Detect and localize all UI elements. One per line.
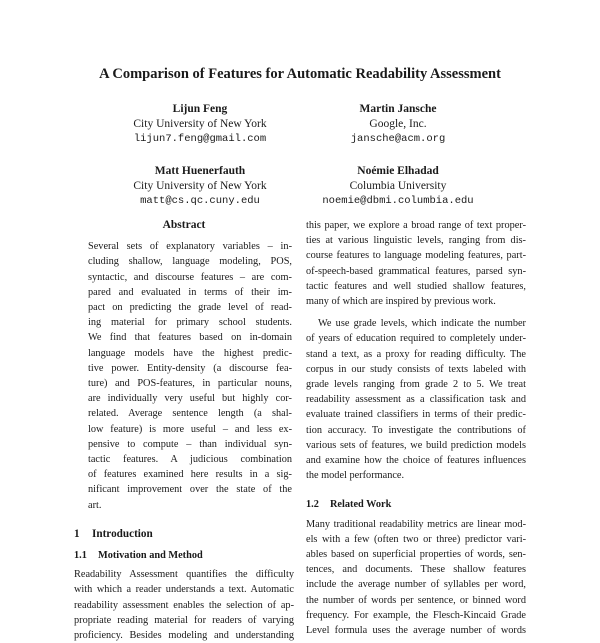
body-line: readability assessment as a classification task and	[306, 394, 526, 406]
section-number: 1	[74, 527, 80, 540]
paper-title: A Comparison of Features for Automatic Readability Assessment	[99, 66, 501, 82]
body-line: tion accuracy. To investigate the contributions of	[306, 424, 526, 436]
subsection-heading	[306, 497, 526, 512]
body-line: include the average number of syllables per word,	[306, 579, 526, 591]
subsection-title: Motivation and Method	[98, 550, 203, 562]
body-line: tences, and documents. These shallow features	[306, 564, 526, 576]
body-line: stand a text, as a proxy for reading difficulty. The	[306, 348, 526, 360]
body-line: Readability Assessment quantifies the difficulty	[74, 569, 294, 581]
body-line: We use grade levels, which indicate the number	[318, 318, 526, 330]
left-column	[74, 218, 294, 643]
subsection-number: 1.1	[74, 550, 87, 562]
abstract-line: cluding shallow, language modeling, POS,	[88, 256, 292, 268]
abstract-line: pensive to compute – than individual syn-	[88, 438, 292, 450]
author-affiliation: City University of New York	[133, 180, 267, 192]
author-email: matt@cs.qc.cuny.edu	[140, 195, 260, 207]
author-name: Matt Huenerfauth	[154, 165, 246, 177]
body-line: tactic features and well studied shallow features,	[306, 280, 526, 292]
abstract-line: We find that features based on in-domain	[88, 332, 292, 344]
abstract-line: art.	[88, 499, 102, 511]
abstract-line: related. Average sentence length (a shal-	[88, 408, 292, 420]
body-line: Many traditional readability metrics are linear mod-	[306, 518, 526, 530]
subsection-title: Related Work	[330, 499, 392, 511]
right-column	[306, 218, 526, 638]
body-line: evaluate trained classifiers in terms of their predic-	[306, 409, 526, 421]
body-line: of-speech-based grammatical features, parsed syn-	[306, 265, 526, 277]
body-line: various sets of features, we build prediction models	[306, 439, 526, 451]
body-line: this paper, we explore a broad range of text proper-	[306, 220, 526, 231]
related-work-body	[306, 517, 526, 639]
body-line: with which a reader understands a text. Automatic	[74, 584, 294, 596]
author-affiliation: Columbia University	[349, 180, 447, 192]
body-line: corpus in our study consists of texts labeled with	[306, 363, 526, 375]
subsection-number: 1.2	[306, 499, 319, 511]
section-heading	[74, 527, 294, 542]
body-line: of years of education required to completely under-	[306, 333, 526, 345]
author-email: jansche@acm.org	[350, 133, 446, 145]
body-line: proficiency. Besides modeling and understanding	[74, 630, 294, 642]
abstract-heading: Abstract	[162, 219, 206, 231]
abstract-line: tactic features. A judicious combination	[88, 454, 292, 466]
author-email: noemie@dbmi.columbia.edu	[322, 195, 474, 207]
author-affiliation: City University of New York	[133, 118, 267, 130]
body-line: els with a few (often two or three) predictor vari-	[306, 533, 526, 545]
abstract-line: language models have the highest predic-	[88, 347, 292, 359]
abstract-line: pared and evaluated in terms of their im-	[88, 286, 292, 298]
section-title: Introduction	[92, 527, 153, 540]
body-line: ables based on superficial properties of words, sen-	[306, 549, 526, 561]
body-line: grade levels ranging from grade 2 to 5. We treat	[306, 379, 526, 391]
author-email: lijun7.feng@gmail.com	[133, 133, 267, 145]
abstract-line: ture) and POS-features, in particular nouns,	[88, 378, 292, 390]
body-line: ties at various linguistic levels, ranging from dis-	[306, 235, 526, 247]
abstract-line: low feature) is more useful – and less ex-	[88, 423, 292, 435]
author-affiliation: Google, Inc.	[369, 118, 427, 130]
body-line: and examine how the choice of features influences	[306, 455, 526, 467]
abstract-line: pact on predicting the grade level of read-	[88, 302, 292, 314]
author-name: Noémie Elhadad	[357, 165, 439, 177]
body-line: Level formula uses the average number of words	[306, 625, 526, 637]
abstract-line: are individually very useful but highly cor-	[88, 393, 292, 405]
author-name: Lijun Feng	[172, 103, 228, 115]
body-line: the model performance.	[306, 470, 405, 482]
abstract-line: Several sets of explanatory variables – in-	[88, 241, 292, 253]
abstract-line: tive power. Entity-density (a discourse fea-	[88, 362, 292, 374]
body-line: the number of words per sentence, or binned word	[306, 594, 526, 606]
abstract-line: ing material for primary school students.	[88, 317, 292, 329]
subsection-heading	[74, 548, 294, 563]
body-line: readability assessment enables the selection of ap-	[74, 599, 294, 611]
author-name: Martin Jansche	[359, 103, 437, 115]
abstract-line: nificant improvement over the state of the	[88, 484, 292, 496]
body-line: propriate reading material for readers of varying	[74, 614, 294, 626]
paragraph	[306, 316, 526, 483]
abstract-line: syntactic, and discourse features – are com-	[88, 271, 292, 283]
abstract-line: of features examined here results in a sig-	[88, 469, 292, 481]
paragraph	[306, 218, 526, 309]
body-line: course features to language modeling features, part-	[306, 250, 526, 262]
body-line: frequency. For example, the Flesch-Kincaid Grade	[306, 609, 526, 621]
author-block	[278, 164, 518, 209]
author-block	[278, 102, 518, 147]
introduction-body	[74, 567, 294, 643]
abstract-body	[74, 239, 294, 513]
body-line: many of which are inspired by previous work.	[306, 296, 496, 308]
